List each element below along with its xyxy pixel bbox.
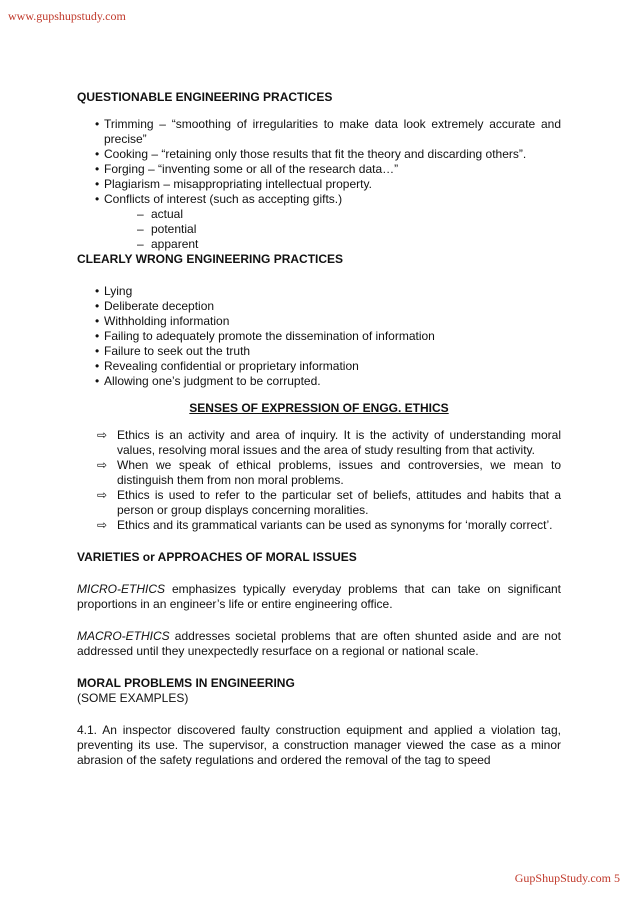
example-paragraph: 4.1. An inspector discovered faulty construction equipment and applied a violation tag, preventing its use. The supervisor, a construction manager viewed the case as a minor abrasion of the safety regulations and ordered the removal of the tag to speed [77,723,561,767]
list-item-text: Ethics is used to refer to the particular set of beliefs, attitudes and habits that a person or group displays concerning moralities. [117,488,561,517]
site-url-link[interactable]: www.gupshupstudy.com [8,9,126,23]
micro-ethics-text: emphasizes typically everyday problems that can take on significant proportions in an engineer’s life or entire engineering office. [77,582,561,611]
list-item: • Failure to seek out the truth [77,344,561,359]
macro-ethics-term: MACRO-ETHICS [77,629,170,643]
questionable-list [77,117,561,207]
clearly-wrong-list [77,284,561,389]
section-heading-moral-problems: MORAL PROBLEMS IN ENGINEERING [77,676,295,690]
arrow-right-icon: ⇨ [97,518,108,532]
list-item: • Allowing one’s judgment to be corrupted. [77,374,561,389]
list-item: • Withholding information [77,314,561,329]
list-item: – actual [77,207,561,222]
list-item: • Revealing confidential or proprietary information [77,359,561,374]
section-heading-varieties: VARIETIES or APPROACHES OF MORAL ISSUES [77,550,357,564]
arrow-right-icon: ⇨ [97,428,108,442]
list-item [77,458,561,488]
list-item: • Lying [77,284,561,299]
document-body [77,90,561,768]
section-heading-questionable: QUESTIONABLE ENGINEERING PRACTICES [77,90,333,104]
micro-ethics-term: MICRO-ETHICS [77,582,165,596]
list-item: • Plagiarism – misappropriating intellectual property. [77,177,561,192]
list-item: • Trimming – “smoothing of irregularities to make data look extremely accurate and precise” [77,117,561,147]
list-item-text: When we speak of ethical problems, issues and controversies, we mean to distinguish them from non moral problems. [117,458,561,487]
list-item: • Failing to adequately promote the dissemination of information [77,329,561,344]
list-item: • Cooking – “retaining only those results that fit the theory and discarding others”. [77,147,561,162]
arrow-right-icon: ⇨ [97,488,108,502]
arrow-right-icon: ⇨ [97,458,108,472]
list-item: • Conflicts of interest (such as accepting gifts.) [77,192,561,207]
list-item: – potential [77,222,561,237]
macro-ethics-text: addresses societal problems that are often shunted aside and are not addressed until they unexpectedly resurface on a regional or national scale. [77,629,561,658]
section-heading-clearly-wrong: CLEARLY WRONG ENGINEERING PRACTICES [77,252,344,266]
list-item [77,428,561,458]
macro-ethics-paragraph [77,629,561,659]
senses-list [77,428,561,533]
list-item: – apparent [77,237,561,252]
conflicts-sublist [77,207,561,252]
section-heading-senses: SENSES OF EXPRESSION OF ENGG. ETHICS [189,401,449,415]
list-item-text: Ethics is an activity and area of inquiry. It is the activity of understanding moral values, resolving moral issues and the area of study resulting from that activity. [117,428,561,457]
list-item: • Deliberate deception [77,299,561,314]
list-item [77,488,561,518]
list-item: • Forging – “inventing some or all of the research data…” [77,162,561,177]
micro-ethics-paragraph [77,582,561,612]
page-footer-label: GupShupStudy.com 5 [514,871,620,885]
list-item-text: Ethics and its grammatical variants can be used as synonyms for ‘morally correct’. [117,518,553,532]
section-subheading-examples: (SOME EXAMPLES) [77,691,189,705]
list-item [77,518,561,533]
